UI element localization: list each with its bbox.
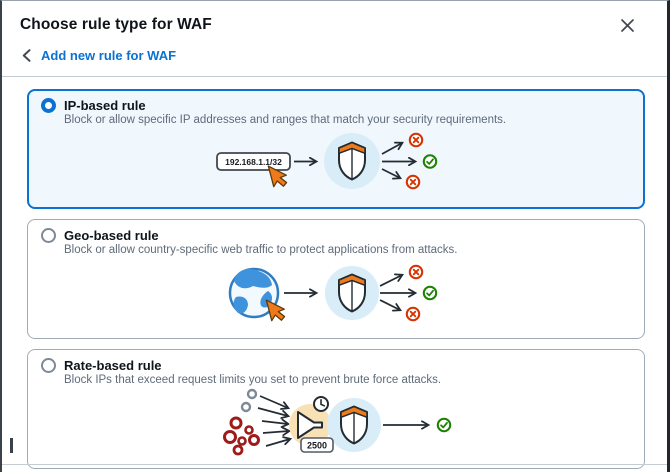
- rate-limit-badge: [301, 438, 333, 452]
- rate-rule-illustration: [41, 387, 630, 463]
- allow-icon: [423, 287, 435, 299]
- dialog-title: Choose rule type for WAF: [20, 16, 212, 33]
- dialog-header: [2, 1, 667, 44]
- deny-icon: [409, 134, 421, 146]
- rule-type-list: [2, 77, 667, 469]
- option-label: Geo-based rule: [64, 228, 159, 243]
- back-link[interactable]: Add new rule for WAF: [41, 48, 177, 63]
- stray-text-caret: [10, 438, 13, 453]
- deny-icon: [406, 308, 418, 320]
- allow-icon: [437, 419, 449, 431]
- svg-text:192.168.1.1/32: 192.168.1.1/32: [224, 156, 282, 167]
- deny-icon: [409, 266, 421, 278]
- shield-icon: [339, 143, 365, 180]
- rule-option-rate-based[interactable]: [27, 349, 645, 469]
- radio-geo-based[interactable]: [41, 228, 56, 243]
- option-label: Rate-based rule: [64, 358, 162, 373]
- allow-icon: [423, 155, 435, 167]
- ip-rule-illustration: [41, 127, 630, 203]
- close-icon: [620, 18, 635, 33]
- ip-address-box: [217, 153, 290, 170]
- chevron-left-icon: [22, 49, 31, 62]
- option-description: Block IPs that exceed request limits you set to prevent brute force attacks.: [64, 374, 442, 386]
- option-label: IP-based rule: [64, 98, 146, 113]
- modal-bottom-edge: [2, 464, 667, 465]
- option-description: Block or allow specific IP addresses and ranges that match your security requirements.: [64, 114, 507, 126]
- geo-rule-illustration: [41, 257, 630, 333]
- rule-option-ip-based[interactable]: [27, 89, 645, 209]
- svg-text:2500: 2500: [306, 440, 327, 451]
- rule-option-geo-based[interactable]: [27, 219, 645, 339]
- shield-icon: [341, 407, 367, 444]
- close-button[interactable]: [618, 16, 637, 35]
- breadcrumb-back: [2, 44, 667, 76]
- request-dots: [224, 390, 258, 454]
- shield-icon: [339, 275, 365, 312]
- option-description: Block or allow country-specific web traffic to protect applications from attacks.: [64, 244, 458, 256]
- clock-icon: [314, 397, 328, 411]
- deny-icon: [406, 176, 418, 188]
- radio-ip-based[interactable]: [41, 98, 56, 113]
- radio-rate-based[interactable]: [41, 358, 56, 373]
